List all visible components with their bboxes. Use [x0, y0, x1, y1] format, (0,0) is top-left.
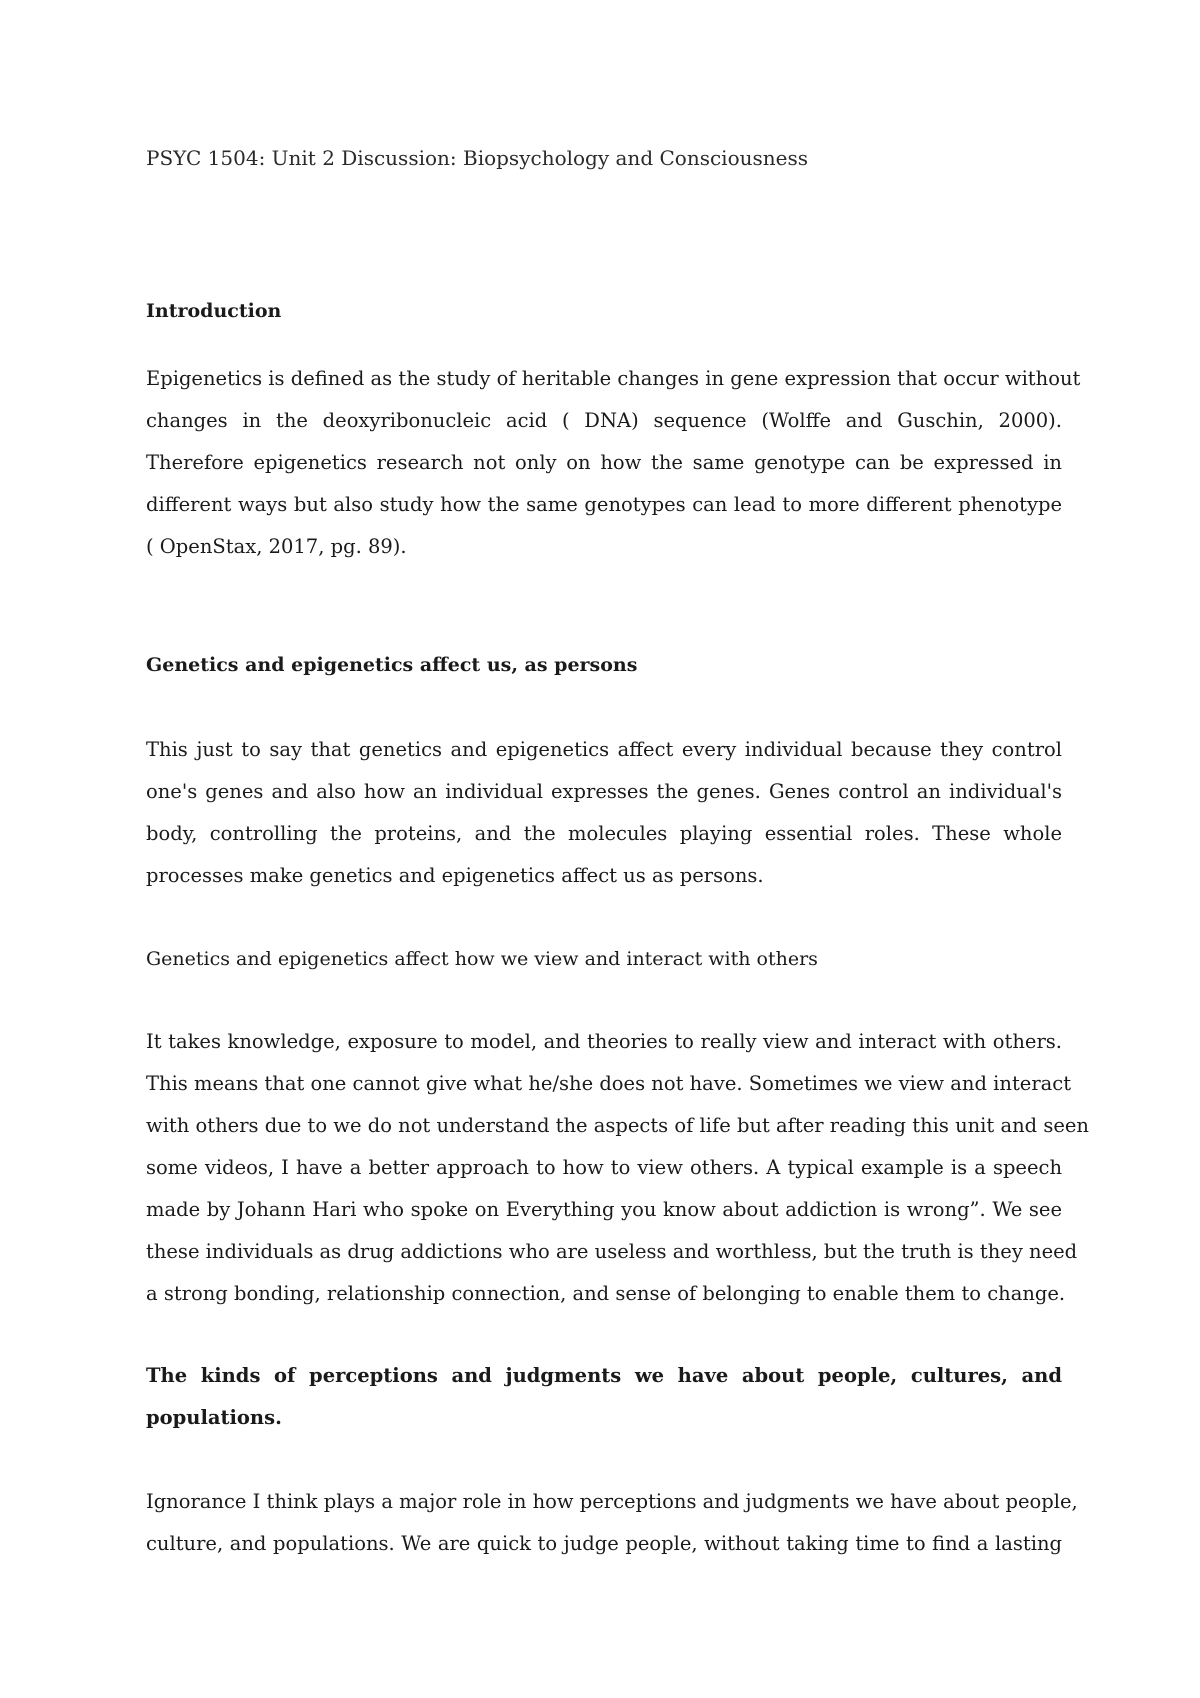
heading-line: populations. [146, 1406, 282, 1429]
paragraph-line: This just to say that genetics and epigenetics affect every individual because they control [146, 738, 1062, 761]
document-title: PSYC 1504: Unit 2 Discussion: Biopsychology and Consciousness [146, 146, 808, 170]
paragraph-line: a strong bonding, relationship connection, and sense of belonging to enable them to change. [146, 1282, 1066, 1305]
paragraph-line: ( OpenStax, 2017, pg. 89). [146, 535, 407, 558]
paragraph-line: some videos, I have a better approach to how to view others. A typical example is a speech [146, 1156, 1062, 1179]
paragraph-perceptions [146, 1481, 1078, 1565]
section-heading-perceptions [146, 1355, 1062, 1439]
paragraph-line: made by Johann Hari who spoke on Everything you know about addiction is wrong”. We see [146, 1198, 1062, 1221]
section-heading-introduction: Introduction [146, 300, 282, 322]
paragraph-line: Epigenetics is defined as the study of heritable changes in gene expression that occur without [146, 367, 1081, 390]
section-heading-interact: Genetics and epigenetics affect how we view and interact with others [146, 948, 818, 970]
paragraph-line: Ignorance I think plays a major role in how perceptions and judgments we have about people, [146, 1490, 1078, 1513]
section-heading-persons: Genetics and epigenetics affect us, as persons [146, 654, 638, 676]
paragraph-line: these individuals as drug addictions who are useless and worthless, but the truth is they need [146, 1240, 1078, 1263]
paragraph-line: with others due to we do not understand the aspects of life but after reading this unit and seen [146, 1114, 1089, 1137]
paragraph-line: changes in the deoxyribonucleic acid ( DNA) sequence (Wolffe and Guschin, 2000). [146, 409, 1062, 432]
paragraph-persons [146, 729, 1062, 897]
paragraph-line: processes make genetics and epigenetics affect us as persons. [146, 864, 764, 887]
paragraph-line: Therefore epigenetics research not only on how the same genotype can be expressed in [146, 451, 1062, 474]
heading-line: The kinds of perceptions and judgments we have about people, cultures, and [146, 1364, 1062, 1387]
paragraph-interact [146, 1021, 1089, 1315]
paragraph-introduction [146, 358, 1081, 568]
paragraph-line: culture, and populations. We are quick to judge people, without taking time to find a lasting [146, 1532, 1062, 1555]
paragraph-line: body, controlling the proteins, and the molecules playing essential roles. These whole [146, 822, 1062, 845]
paragraph-line: different ways but also study how the same genotypes can lead to more different phenotype [146, 493, 1062, 516]
paragraph-line: one's genes and also how an individual expresses the genes. Genes control an individual's [146, 780, 1062, 803]
paragraph-line: This means that one cannot give what he/she does not have. Sometimes we view and interact [146, 1072, 1072, 1095]
paragraph-line: It takes knowledge, exposure to model, and theories to really view and interact with others. [146, 1030, 1062, 1053]
